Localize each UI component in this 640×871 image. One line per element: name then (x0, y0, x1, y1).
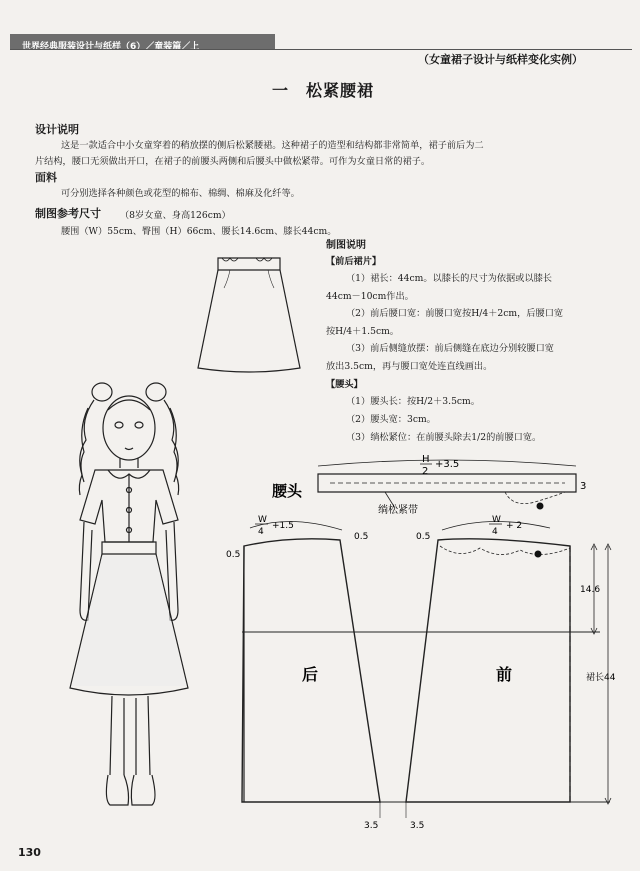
wb-formula-num: H (422, 454, 430, 465)
fb-item-3a: （3）前后侧缝放摆：前后侧缝在底边分别较腰口宽 (346, 343, 554, 354)
front-formula-num: W (492, 515, 501, 525)
design-text-2: 片结构，腰口无须做出开口，在裙子的前腰头两侧和后腰头中做松紧带。可作为女童日常的裙子。 (35, 156, 431, 167)
back-formula-num: W (258, 515, 267, 525)
elastic-label: 绱松紧带 (378, 505, 418, 516)
fabric-heading: 面料 (35, 171, 57, 184)
hem-flare-front: 3.5 (410, 821, 425, 831)
fb-item-3b: 放出3.5cm，再与腰口宽处连直线画出。 (326, 361, 493, 372)
skirt-flat-sketch (190, 250, 310, 380)
size-heading: 制图参考尺寸 (35, 207, 101, 220)
hem-flare-back: 3.5 (364, 821, 379, 831)
chapter-title: （女童裙子设计与纸样变化实例） (418, 53, 583, 66)
back-rise-right: 0.5 (354, 532, 369, 542)
pattern-diagram (226, 450, 630, 845)
wb-item-3: （3）绱松紧位：在前腰头除去1/2的前腰口宽。 (346, 432, 542, 443)
front-panel (406, 539, 570, 802)
fb-item-1a: （1）裙长：44cm。以膝长的尺寸为依据或以膝长 (346, 273, 552, 284)
back-label: 后 (302, 665, 319, 684)
header-series-bar (10, 34, 275, 52)
wb-item-1: （1）腰头长：按H/2＋3.5cm。 (346, 396, 480, 407)
header-series: 世界经典服装设计与纸样（6）／童装篇／上 (22, 42, 200, 52)
fb-item-2b: 按H/4＋1.5cm。 (326, 326, 399, 337)
front-formula-den: 4 (492, 527, 498, 537)
page-title: 一 松紧腰裙 (272, 81, 375, 100)
front-rise-left: 0.5 (416, 532, 431, 542)
front-label: 前 (496, 665, 513, 684)
back-formula-den: 4 (258, 527, 264, 537)
header-rule (10, 49, 632, 50)
waistband-label: 腰头 (272, 482, 303, 500)
size-note: （8岁女童、身高126cm） (120, 210, 231, 221)
wb-formula-add: +3.5 (435, 459, 460, 470)
back-formula-add: +1.5 (272, 521, 294, 531)
girl-illustration (50, 370, 210, 830)
size-text: 腰围（W）55cm、臀围（H）66cm、腰长14.6cm、膝长44cm。 (61, 226, 337, 237)
wb-item-2: （2）腰头宽：3cm。 (346, 414, 436, 425)
wb-height: 3 (580, 481, 587, 492)
back-rise-left: 0.5 (226, 550, 241, 560)
front-formula-add: + 2 (506, 521, 523, 531)
fabric-text: 可分别选择各种颜色或花型的棉布、棉绸、棉麻及化纤等。 (61, 188, 300, 199)
hip-depth: 14.6 (580, 585, 601, 595)
fb-item-1b: 44cm－10cm作出。 (326, 291, 414, 302)
waistband-heading: 【腰头】 (326, 379, 363, 390)
drafting-heading: 制图说明 (326, 240, 366, 251)
skirt-length: 裙长44 (586, 673, 616, 683)
wb-formula-den: 2 (422, 466, 429, 477)
page-number: 130 (18, 846, 41, 859)
design-heading: 设计说明 (35, 123, 79, 136)
fb-item-2a: （2）前后腰口宽：前腰口宽按H/4＋2cm，后腰口宽 (346, 308, 564, 319)
front-back-heading: 【前后裙片】 (326, 256, 382, 267)
design-text-1: 这是一款适合中小女童穿着的稍放摆的侧后松紧腰裙。这种裙子的造型和结构都非常简单，裙子前后为二 (61, 140, 484, 151)
